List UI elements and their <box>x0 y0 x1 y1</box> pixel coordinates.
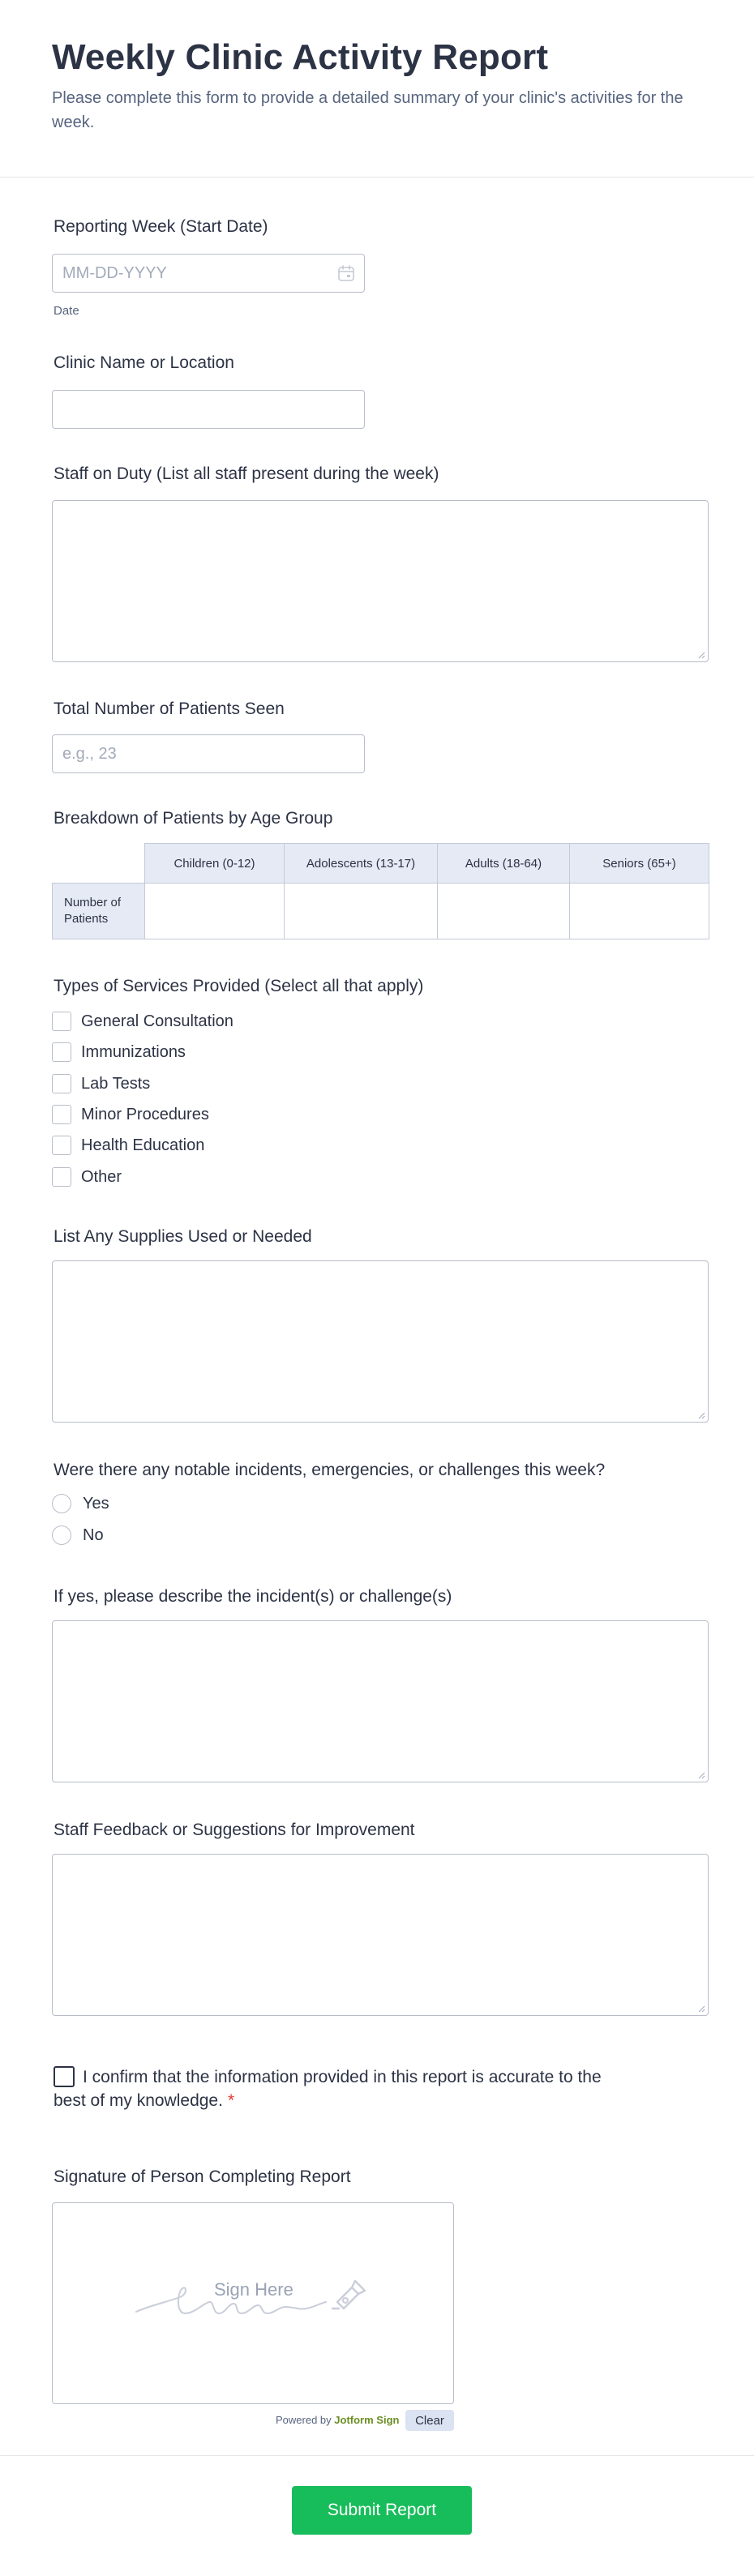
required-marker: * <box>227 2091 235 2110</box>
radio-option-label: No <box>83 1525 104 1544</box>
incidents-option-no[interactable] <box>52 1525 104 1546</box>
service-option-label: Health Education <box>81 1136 205 1154</box>
clinic-name-input[interactable] <box>52 390 365 429</box>
feedback-textarea[interactable] <box>52 1854 709 2016</box>
checkbox[interactable] <box>52 1074 71 1093</box>
service-option[interactable] <box>52 1011 233 1032</box>
service-option-label: Immunizations <box>81 1042 186 1061</box>
incident-description-textarea[interactable] <box>52 1620 709 1782</box>
matrix-column-header: Children (0-12) <box>144 843 285 884</box>
reporting-week-sublabel: Date <box>54 304 79 318</box>
checkbox[interactable] <box>52 1167 71 1187</box>
radio-button[interactable] <box>52 1525 71 1545</box>
service-option-label: General Consultation <box>81 1012 233 1030</box>
powered-by-text <box>276 2414 399 2426</box>
age-breakdown-matrix <box>52 843 709 940</box>
form-subtitle: Please complete this form to provide a detailed summary of your clinic's activities for the week. <box>52 89 683 131</box>
form-header <box>0 0 754 178</box>
incidents-label: Were there any notable incidents, emergencies, or challenges this week? <box>54 1461 606 1479</box>
supplies-textarea[interactable] <box>52 1260 709 1423</box>
matrix-column-header: Seniors (65+) <box>569 843 709 884</box>
matrix-row-label: Number of Patients <box>52 883 145 939</box>
confirmation-checkbox[interactable] <box>54 2066 75 2087</box>
resize-grip-icon[interactable] <box>697 1771 705 1779</box>
patients-seen-input[interactable] <box>52 734 365 773</box>
confirmation-text <box>54 2065 621 2112</box>
service-option[interactable] <box>52 1135 204 1156</box>
checkbox[interactable] <box>52 1105 71 1124</box>
submit-button[interactable]: Submit Report <box>292 2486 472 2535</box>
service-option[interactable] <box>52 1042 186 1063</box>
checkbox[interactable] <box>52 1012 71 1031</box>
incident-description-label: If yes, please describe the incident(s) or challenge(s) <box>54 1587 452 1606</box>
clear-signature-button[interactable]: Clear <box>405 2410 454 2431</box>
matrix-column-header: Adolescents (13-17) <box>284 843 438 884</box>
resize-grip-icon[interactable] <box>697 651 705 659</box>
powered-by-prefix: Powered by <box>276 2414 332 2426</box>
service-option[interactable] <box>52 1166 122 1187</box>
feedback-label: Staff Feedback or Suggestions for Improvement <box>54 1821 415 1839</box>
supplies-label: List Any Supplies Used or Needed <box>54 1227 312 1246</box>
form-title: Weekly Clinic Activity Report <box>52 37 549 77</box>
matrix-input-adolescents[interactable] <box>284 883 438 939</box>
patients-seen-label: Total Number of Patients Seen <box>54 700 285 718</box>
footer-divider <box>0 2455 754 2456</box>
staff-on-duty-textarea[interactable] <box>52 500 709 662</box>
checkbox[interactable] <box>52 1136 71 1155</box>
service-option[interactable] <box>52 1073 150 1094</box>
incidents-option-yes[interactable] <box>52 1493 109 1514</box>
powered-by-brand: Jotform Sign <box>334 2414 400 2426</box>
radio-button[interactable] <box>52 1494 71 1513</box>
services-label: Types of Services Provided (Select all that apply) <box>54 977 424 995</box>
signature-label: Signature of Person Completing Report <box>54 2167 351 2186</box>
clinic-name-label: Clinic Name or Location <box>54 353 234 372</box>
reporting-week-label: Reporting Week (Start Date) <box>54 217 268 236</box>
radio-option-label: Yes <box>83 1494 109 1513</box>
matrix-input-adults[interactable] <box>437 883 570 939</box>
age-breakdown-label: Breakdown of Patients by Age Group <box>54 809 333 828</box>
matrix-column-header: Adults (18-64) <box>437 843 570 884</box>
service-option-label: Other <box>81 1167 122 1186</box>
matrix-input-seniors[interactable] <box>569 883 709 939</box>
service-option-label: Minor Procedures <box>81 1105 209 1123</box>
signature-placeholder-text: Sign Here <box>214 2279 293 2300</box>
resize-grip-icon[interactable] <box>697 2005 705 2013</box>
service-option-label: Lab Tests <box>81 1074 151 1093</box>
service-option[interactable] <box>52 1104 209 1125</box>
matrix-input-children[interactable] <box>144 883 285 939</box>
checkbox[interactable] <box>52 1042 71 1062</box>
calendar-icon[interactable] <box>337 264 355 282</box>
staff-on-duty-label: Staff on Duty (List all staff present during the week) <box>54 464 439 483</box>
resize-grip-icon[interactable] <box>697 1411 705 1419</box>
confirmation-label: I confirm that the information provided in this report is accurate to the best of my knowledge. <box>54 2068 602 2110</box>
reporting-week-input[interactable] <box>52 254 365 293</box>
